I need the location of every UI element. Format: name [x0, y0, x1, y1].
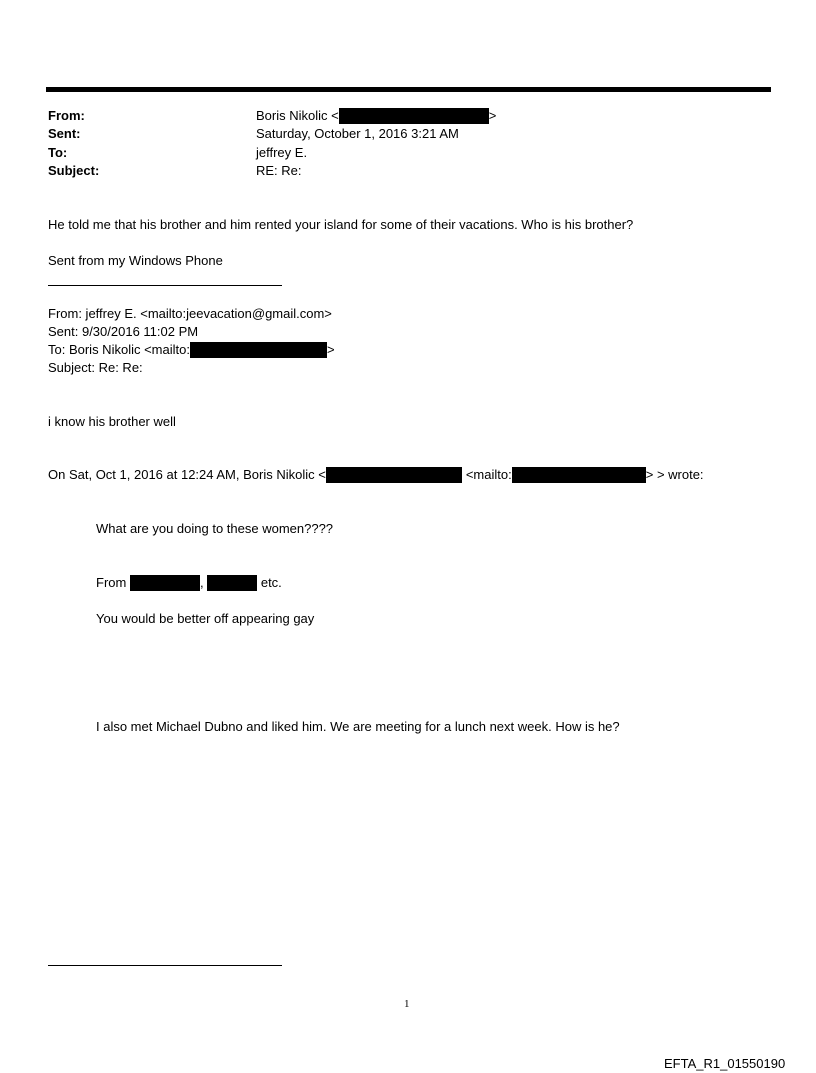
redaction-box — [190, 342, 327, 358]
quoted-to-prefix: To: Boris Nikolic <mailto: — [48, 342, 190, 357]
footnote-separator — [48, 965, 282, 966]
redaction-box — [130, 575, 200, 591]
separator-line — [48, 285, 282, 286]
quoted-from-word: From — [96, 575, 127, 590]
from-label: From: — [48, 108, 85, 123]
quoted-from: From: jeffrey E. <mailto:jeevacation@gmail.com> — [48, 306, 332, 321]
from-value — [256, 108, 496, 124]
signature: Sent from my Windows Phone — [48, 253, 223, 268]
etc: etc. — [260, 575, 282, 590]
quoted-intro-suffix: > > wrote: — [645, 467, 704, 482]
sent-label: Sent: — [48, 126, 81, 141]
to-value: jeffrey E. — [256, 145, 308, 160]
quoted-intro-prefix: On Sat, Oct 1, 2016 at 12:24 AM, Boris Nikolic < — [48, 467, 326, 482]
body-line: He told me that his brother and him rented your island for some of their vacations. Who is his brother? — [48, 217, 634, 232]
comma: , — [199, 575, 204, 590]
quoted-intro — [48, 467, 704, 483]
subject-label: Subject: — [48, 163, 100, 178]
redaction-box — [207, 575, 257, 591]
quoted-to — [48, 342, 335, 358]
redaction-box — [339, 108, 489, 124]
quoted-line: What are you doing to these women???? — [96, 521, 334, 536]
sent-value: Saturday, October 1, 2016 3:21 AM — [256, 126, 459, 141]
redaction-box — [326, 467, 462, 483]
quoted-line: I also met Michael Dubno and liked him. We are meeting for a lunch next week. How is he? — [96, 719, 620, 734]
quoted-intro-mailto: <mailto: — [465, 467, 512, 482]
document-id: EFTA_R1_01550190 — [664, 1056, 786, 1071]
page-number: 1 — [404, 998, 410, 1010]
quoted-line: You would be better off appearing gay — [96, 611, 315, 626]
redaction-box — [512, 467, 646, 483]
subject-value: RE: Re: — [256, 163, 302, 178]
from-close: > — [488, 108, 497, 123]
quoted-subject: Subject: Re: Re: — [48, 360, 143, 375]
from-name: Boris Nikolic < — [256, 108, 339, 123]
to-label: To: — [48, 145, 68, 160]
header-rule — [46, 87, 771, 92]
quoted-to-suffix: > — [326, 342, 335, 357]
quoted-sent: Sent: 9/30/2016 11:02 PM — [48, 324, 199, 339]
quoted-from-line — [96, 575, 282, 591]
quoted-message: i know his brother well — [48, 414, 176, 429]
